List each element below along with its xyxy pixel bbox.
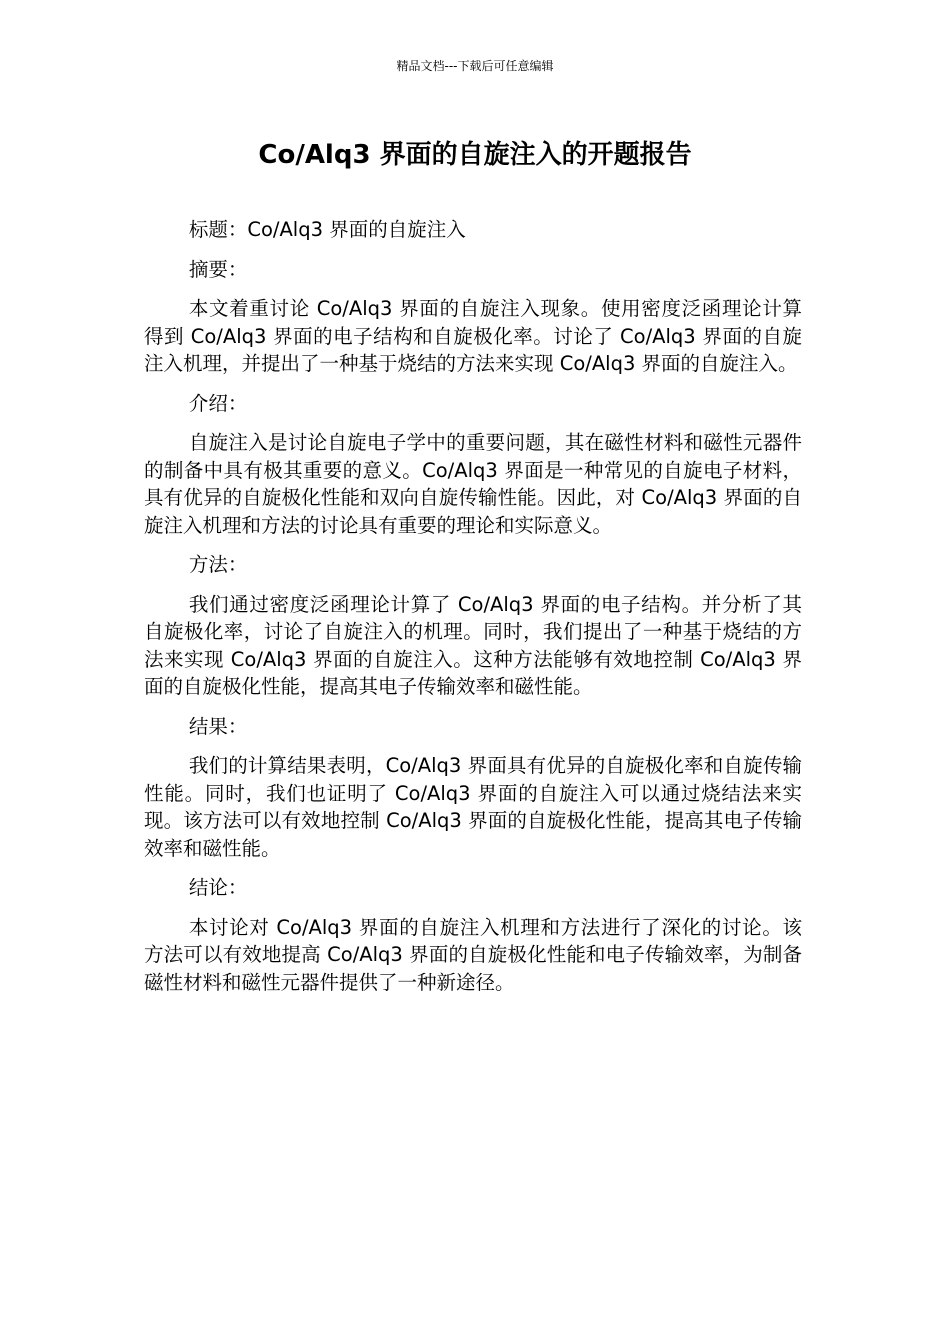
- conclusion-label: 结论：: [188, 876, 248, 899]
- conclusion-paragraph: 本讨论对 Co/Alq3 界面的自旋注入机理和方法进行了深化的讨论。该方法可以有效地提高 Co/Alq3 界面的自旋极化性能和电子传输效率，为制备磁性材料和磁性元器件提供了一种新途径。: [144, 915, 802, 994]
- header-note: 精品文档---下载后可任意编辑: [396, 59, 554, 73]
- document-title: Co/Alq3 界面的自旋注入的开题报告: [258, 140, 692, 170]
- method-paragraph: 我们通过密度泛函理论计算了 Co/Alq3 界面的电子结构。并分析了其自旋极化率，讨论了自旋注入的机理。同时，我们提出了一种基于烧结的方法来实现 Co/Alq3 界面的自旋注入。这种方法能够有效地控制 Co/Alq3 界面的自旋极化性能，提高其电子传输效率和磁性能。: [144, 592, 802, 698]
- method-label: 方法：: [188, 553, 248, 576]
- result-paragraph: 我们的计算结果表明，Co/Alq3 界面具有优异的自旋极化率和自旋传输性能。同时，我们也证明了 Co/Alq3 界面的自旋注入可以通过烧结法来实现。该方法可以有效地控制 Co/Alq3 界面的自旋极化性能，提高其电子传输效率和磁性能。: [144, 754, 802, 860]
- result-label: 结果：: [188, 714, 248, 738]
- intro-label: 介绍：: [188, 391, 248, 415]
- intro-paragraph: 自旋注入是讨论自旋电子学中的重要问题，其在磁性材料和磁性元器件的制备中具有极其重要的意义。Co/Alq3 界面是一种常见的自旋电子材料，具有优异的自旋极化性能和双向自旋传输性能。因此，对 Co/Alq3 界面的自旋注入机理和方法的讨论具有重要的理论和实际意义。: [144, 431, 802, 537]
- document-body: [144, 216, 802, 1008]
- abstract-paragraph: 本文着重讨论 Co/Alq3 界面的自旋注入现象。使用密度泛函理论计算得到 Co/Alq3 界面的电子结构和自旋极化率。讨论了 Co/Alq3 界面的自旋注入机理，并提出了一种基于烧结的方法来实现 Co/Alq3 界面的自旋注入。: [144, 297, 802, 375]
- topic-line: 标题：Co/Alq3 界面的自旋注入: [188, 218, 466, 241]
- abstract-label: 摘要：: [188, 257, 248, 281]
